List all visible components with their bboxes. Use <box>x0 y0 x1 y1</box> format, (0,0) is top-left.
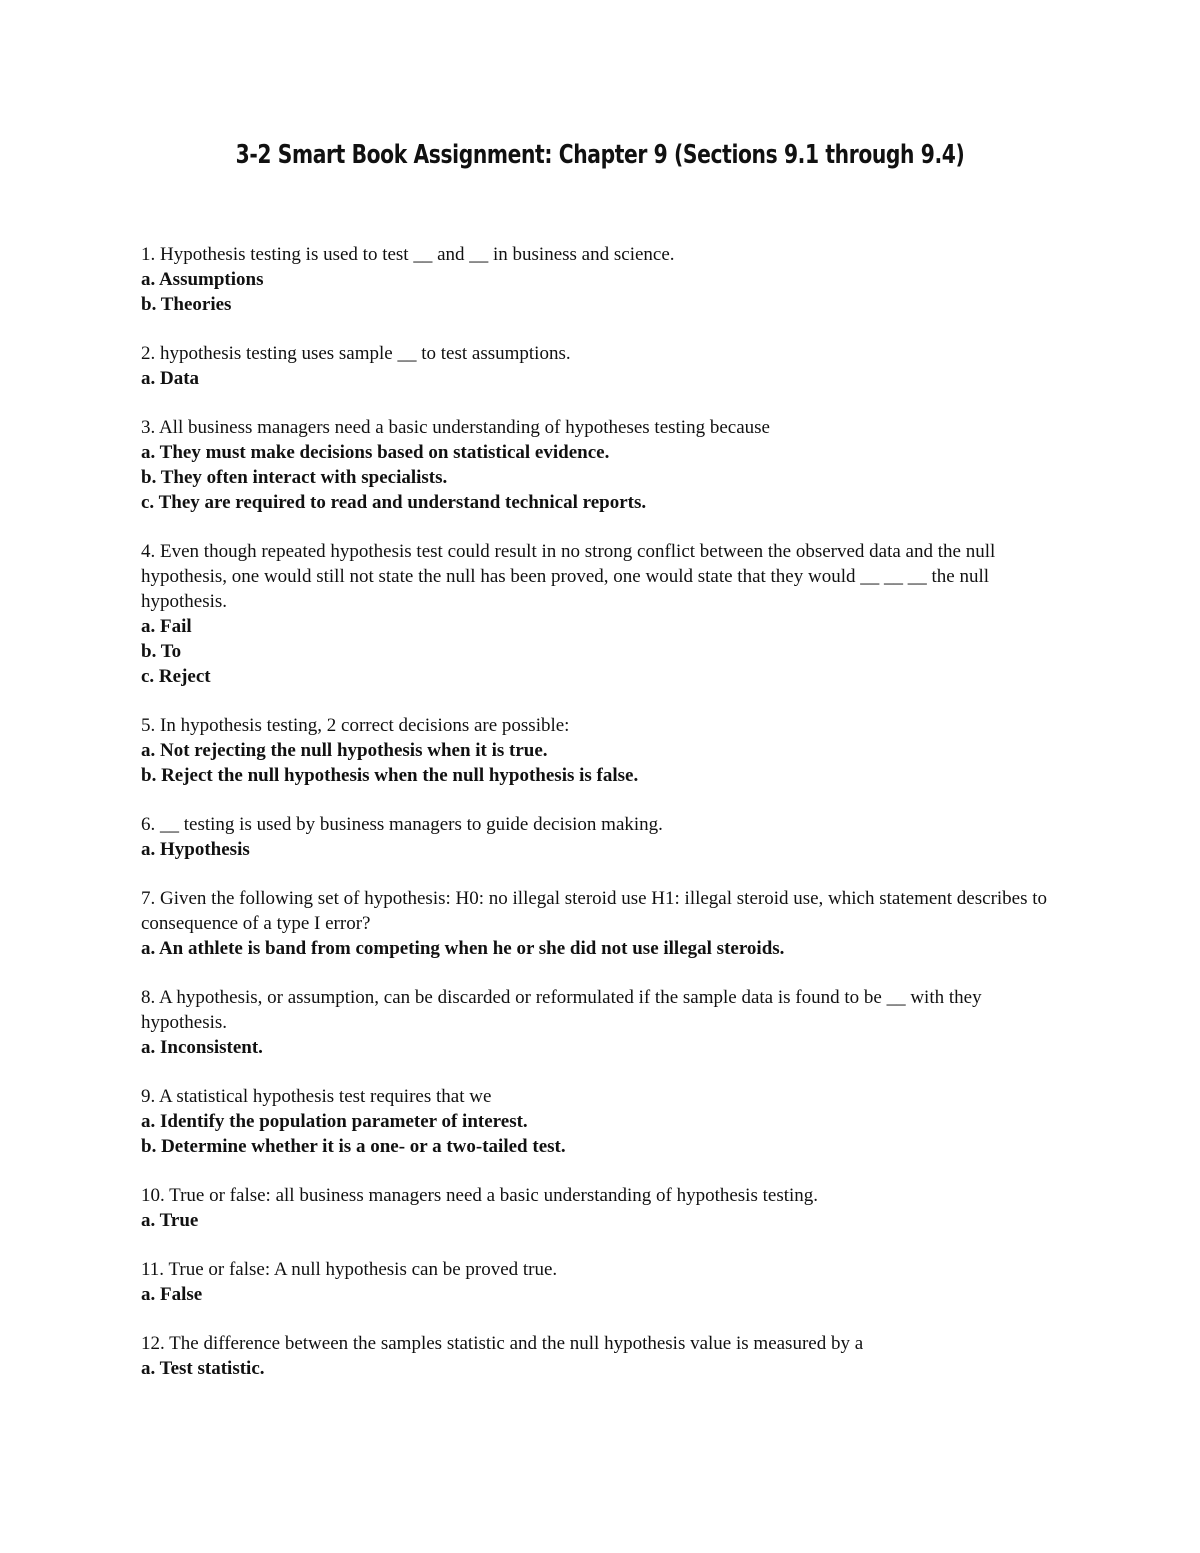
question-text: 6. __ testing is used by business managers to guide decision making. <box>141 814 663 835</box>
question-text: 7. Given the following set of hypothesis: H0: no illegal steroid use H1: illegal steroid use, which statement describes to consequence of a type I error? <box>141 888 1048 934</box>
question-item <box>141 985 1061 1060</box>
question-item <box>141 242 1061 317</box>
question-list <box>141 242 1061 1405</box>
answer-text: b. They often interact with specialists. <box>141 467 448 488</box>
answer-text: a. They must make decisions based on statistical evidence. <box>141 442 610 463</box>
question-text: 3. All business managers need a basic understanding of hypotheses testing because <box>141 417 770 438</box>
question-item <box>141 1183 1061 1233</box>
question-text: 8. A hypothesis, or assumption, can be discarded or reformulated if the sample data is found to be __ with they hypothesis. <box>141 987 982 1033</box>
answer-text: b. Theories <box>141 294 232 315</box>
question-item <box>141 1257 1061 1307</box>
question-text: 11. True or false: A null hypothesis can be proved true. <box>141 1259 558 1280</box>
answer-text: b. To <box>141 641 182 662</box>
answer-text: a. Inconsistent. <box>141 1037 263 1058</box>
answer-text: c. They are required to read and understand technical reports. <box>141 492 647 513</box>
question-item <box>141 1331 1061 1381</box>
answer-text: a. Identify the population parameter of interest. <box>141 1111 528 1132</box>
question-item <box>141 812 1061 862</box>
question-text: 9. A statistical hypothesis test requires that we <box>141 1086 492 1107</box>
question-text: 1. Hypothesis testing is used to test __ and __ in business and science. <box>141 244 675 265</box>
answer-text: a. Test statistic. <box>141 1358 265 1379</box>
question-item <box>141 713 1061 788</box>
answer-text: a. True <box>141 1210 199 1231</box>
answer-text: b. Reject the null hypothesis when the null hypothesis is false. <box>141 765 639 786</box>
question-item <box>141 539 1061 689</box>
answer-text: a. An athlete is band from competing when he or she did not use illegal steroids. <box>141 938 785 959</box>
answer-text: c. Reject <box>141 666 211 687</box>
question-text: 12. The difference between the samples statistic and the null hypothesis value is measured by a <box>141 1333 864 1354</box>
answer-text: a. Fail <box>141 616 192 637</box>
question-text: 2. hypothesis testing uses sample __ to test assumptions. <box>141 343 571 364</box>
answer-text: a. Data <box>141 368 200 389</box>
question-item <box>141 415 1061 515</box>
answer-text: b. Determine whether it is a one- or a two-tailed test. <box>141 1136 566 1157</box>
question-text: 10. True or false: all business managers need a basic understanding of hypothesis testing. <box>141 1185 819 1206</box>
answer-text: a. False <box>141 1284 203 1305</box>
answer-text: a. Not rejecting the null hypothesis when it is true. <box>141 740 548 761</box>
question-item <box>141 886 1061 961</box>
question-item <box>141 1084 1061 1159</box>
answer-text: a. Hypothesis <box>141 839 250 860</box>
question-text: 4. Even though repeated hypothesis test could result in no strong conflict between the observed data and the null hypothesis, one would still not state the null has been proved, one would state that they would __ __ __ the null hypothesis. <box>141 541 996 612</box>
question-text: 5. In hypothesis testing, 2 correct decisions are possible: <box>141 715 570 736</box>
page-title: 3-2 Smart Book Assignment: Chapter 9 (Sections 9.1 through 9.4) <box>235 140 965 170</box>
question-item <box>141 341 1061 391</box>
answer-text: a. Assumptions <box>141 269 264 290</box>
